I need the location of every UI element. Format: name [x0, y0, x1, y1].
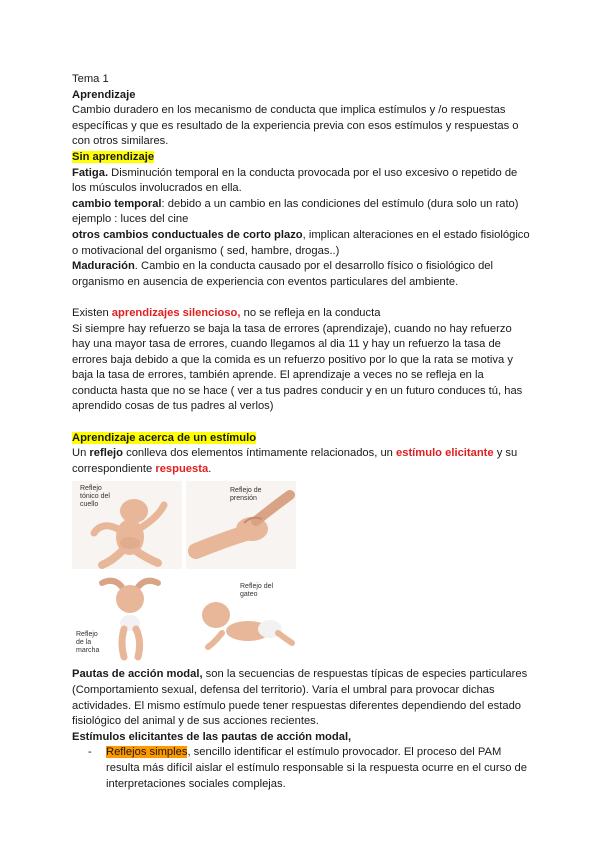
text-cambio-temporal: : debido a un cambio en las condiciones del estímulo (dura solo un rato) ejemplo : luces del cine [72, 197, 519, 226]
term-pautas: Pautas de acción modal, [72, 668, 203, 681]
term-otros-cambios: otros cambios conductuales de corto plazo [72, 228, 303, 241]
pautas-text: son la secuencias de respuestas típicas de especies particulares (Comportamiento sexual, defensa del territorio). Varía el umbral para provocar dichas actividades. El mismo estímulo puede tener respuestas diferentes dependiendo del estado fisiológico del animal y de sus acciones recientes. [72, 668, 528, 728]
panel-stepping [72, 573, 182, 661]
silencioso-pre: Existen [72, 306, 112, 319]
term-respuesta: respuesta [155, 462, 209, 475]
reflejo-paragraph [72, 446, 530, 477]
caption-crawling: Reflejo del gateo [240, 583, 274, 599]
caption-stepping: Reflejo de la marcha [76, 631, 100, 655]
term-cambio-temporal: cambio temporal [72, 197, 162, 210]
reflejo-text-1: Un [72, 447, 90, 460]
spacer [72, 415, 530, 431]
panel-crawling [186, 573, 296, 661]
item-otros-cambios [72, 228, 530, 259]
term-fatiga: Fatiga. [72, 166, 109, 179]
pautas-paragraph [72, 667, 530, 729]
silencioso-post: no se refleja en la conducta [240, 306, 381, 319]
term-estimulo-elicitante: estímulo elicitante [396, 447, 494, 460]
reflejos-simples-highlight: Reflejos simples [106, 746, 188, 759]
caption-grasp: Reflejo de prensión [230, 487, 262, 503]
aprendizaje-definition: Cambio duradero en los mecanismo de conducta que implica estímulos y /o respuestas específicas y que es resultado de la experiencia previa con esos estímulos y respuestas o con otros similares. [72, 104, 519, 148]
silencioso-highlight: aprendizajes silencioso, [111, 306, 241, 319]
topic-label: Tema 1 [72, 73, 109, 85]
elicitantes-list [72, 745, 530, 792]
heading-aprendizaje: Aprendizaje [72, 88, 136, 101]
item-fatiga [72, 166, 530, 197]
term-maduracion: Maduración [72, 260, 135, 273]
text-otros-cambios: , implican alteraciones en el estado fisiológico o motivacional del organismo ( sed, hambre, drogas..) [72, 228, 530, 257]
spacer [72, 290, 530, 306]
text-maduracion: . Cambio en la conducta causado por el desarrollo físico o fisiológico del organismo en ausencia de experiencia con eventos particulares del ambiente. [72, 260, 493, 288]
heading-estimulo [72, 431, 530, 447]
panel-tonic-neck [72, 481, 182, 569]
silencioso-line [72, 306, 530, 322]
reflejo-text-4: . [208, 462, 212, 475]
heading-sin-aprendizaje [72, 150, 530, 166]
panel-grasp [186, 481, 296, 569]
reflexes-figure [72, 481, 298, 663]
caption-tonic-neck: Reflejo tónico del cuello [80, 485, 110, 509]
term-reflejo: reflejo [89, 447, 123, 460]
estimulo-highlight: Aprendizaje acerca de un estímulo [72, 431, 257, 444]
sin-aprendizaje-highlight: Sin aprendizaje [72, 150, 155, 163]
reflejos-simples-text: , sencillo identificar el estímulo provocador. El proceso del PAM resulta más difícil aislar el estímulo responsable si la respuesta ocurre en el curso de interpretaciones sociales complejas. [106, 746, 527, 790]
silencioso-paragraph: Si siempre hay refuerzo se baja la tasa de errores (aprendizaje), cuando no hay refuerzo hay una mayor tasa de errores, cuando llegamos al dia 11 y hay un refuerzo la tasa de errores baja debido a que la comida es un refuerzo positivo por lo que la rata se motiva y baja la tasa de errores, también aprende. El aprendizaje a veces no se refleja en la conducta hasta que no se hace ( ver a tus padres conducir y en un futuro conduces tú, has aprendido cosas de tus padres al verlos) [72, 322, 523, 413]
bullet-dash: - [88, 746, 92, 759]
reflejo-text-3: y su correspondiente [72, 447, 518, 475]
list-item [72, 745, 530, 792]
reflejo-text-2: conlleva dos elementos íntimamente relacionados, un [123, 447, 397, 460]
heading-elicitantes: Estímulos elicitantes de las pautas de acción modal, [72, 730, 352, 743]
text-fatiga: Disminución temporal en la conducta provocada por el uso excesivo o repetido de los músculos involucrados en ella. [72, 166, 518, 195]
item-maduracion [72, 259, 530, 290]
document-content [72, 72, 530, 792]
item-cambio-temporal [72, 197, 530, 228]
